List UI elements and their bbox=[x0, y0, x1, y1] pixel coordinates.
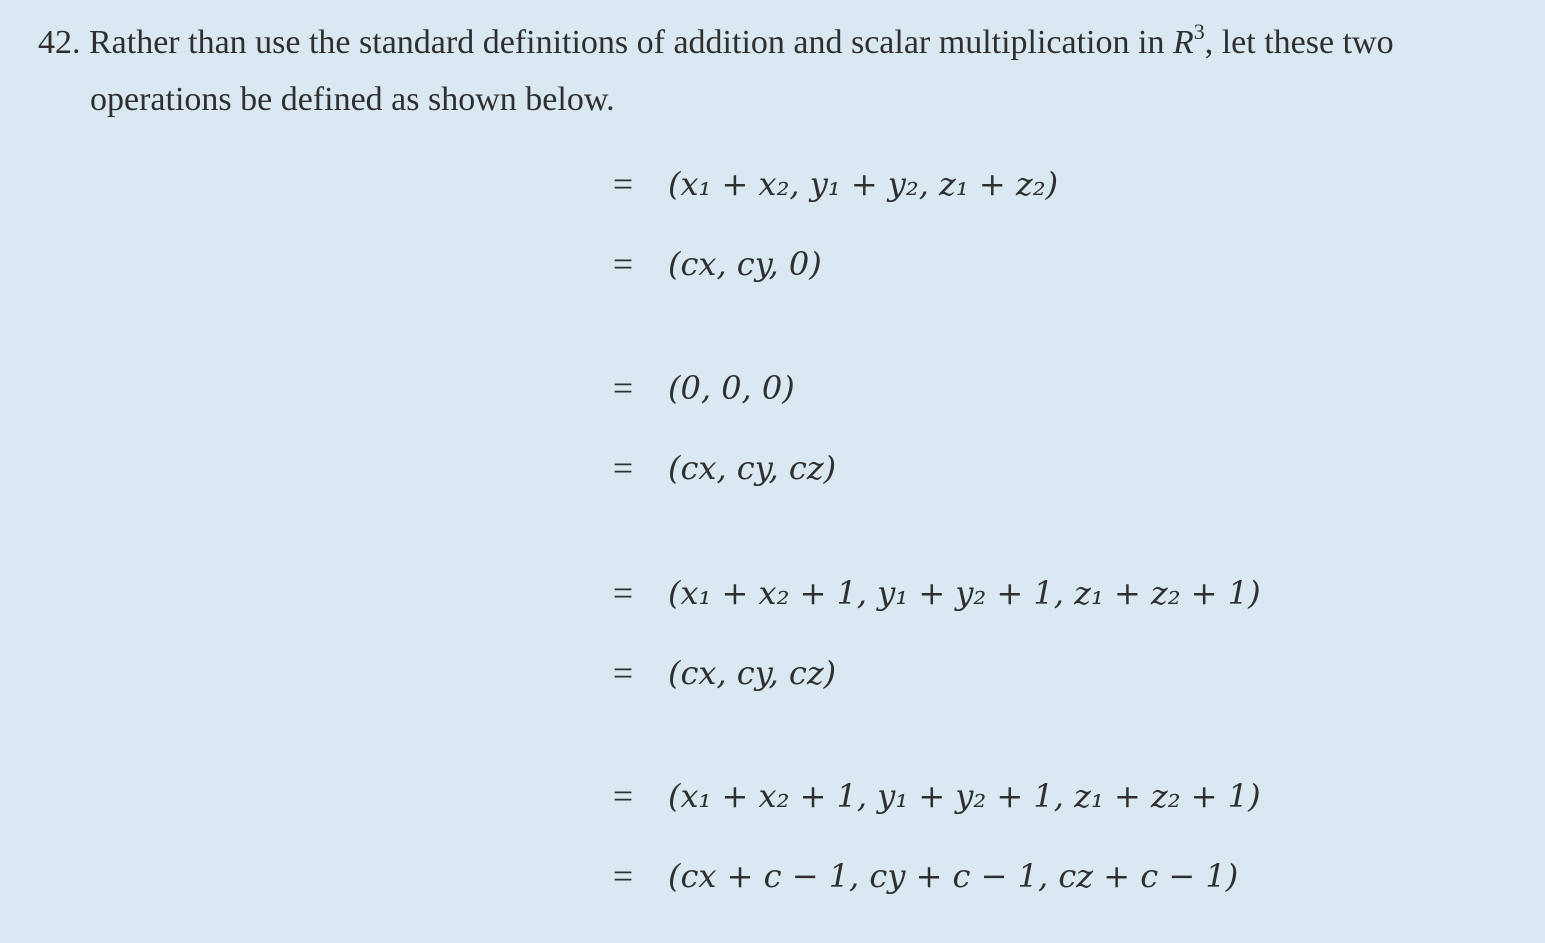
equals-sign: = bbox=[612, 653, 634, 693]
equals-sign: = bbox=[612, 776, 634, 816]
equals-sign: = bbox=[612, 856, 634, 896]
part-d-mul-rhs: (cx + c − 1, cy + c − 1, cz + c − 1) bbox=[668, 857, 1239, 895]
part-a-mul-rhs: (cx, cy, 0) bbox=[668, 245, 822, 283]
space-exponent: 3 bbox=[1193, 19, 1205, 44]
equals-sign: = bbox=[612, 164, 634, 204]
problem-text-line1: Rather than use the standard definitions of addition and scalar multiplication in bbox=[89, 24, 1173, 61]
equals-sign: = bbox=[612, 244, 634, 284]
problem-text-line2: operations be defined as shown below. bbox=[90, 81, 615, 118]
part-b-add-rhs: (0, 0, 0) bbox=[668, 369, 795, 407]
part-d-add-rhs: (x₁ + x₂ + 1, y₁ + y₂ + 1, z₁ + z₂ + 1) bbox=[668, 777, 1261, 815]
problem-number: 42. bbox=[38, 24, 81, 61]
part-b-mul-rhs: (cx, cy, cz) bbox=[668, 449, 837, 487]
equals-sign: = bbox=[612, 368, 634, 408]
part-a-add-rhs: (x₁ + x₂, y₁ + y₂, z₁ + z₂) bbox=[668, 165, 1059, 203]
part-c-mul-rhs: (cx, cy, cz) bbox=[668, 654, 837, 692]
equals-sign: = bbox=[612, 573, 634, 613]
equals-sign: = bbox=[612, 448, 634, 488]
problem-statement bbox=[38, 14, 1518, 128]
space-symbol: R bbox=[1172, 24, 1194, 61]
problem-text-line1-end: , let these two bbox=[1204, 24, 1394, 61]
part-c-add-rhs: (x₁ + x₂ + 1, y₁ + y₂ + 1, z₁ + z₂ + 1) bbox=[668, 574, 1261, 612]
